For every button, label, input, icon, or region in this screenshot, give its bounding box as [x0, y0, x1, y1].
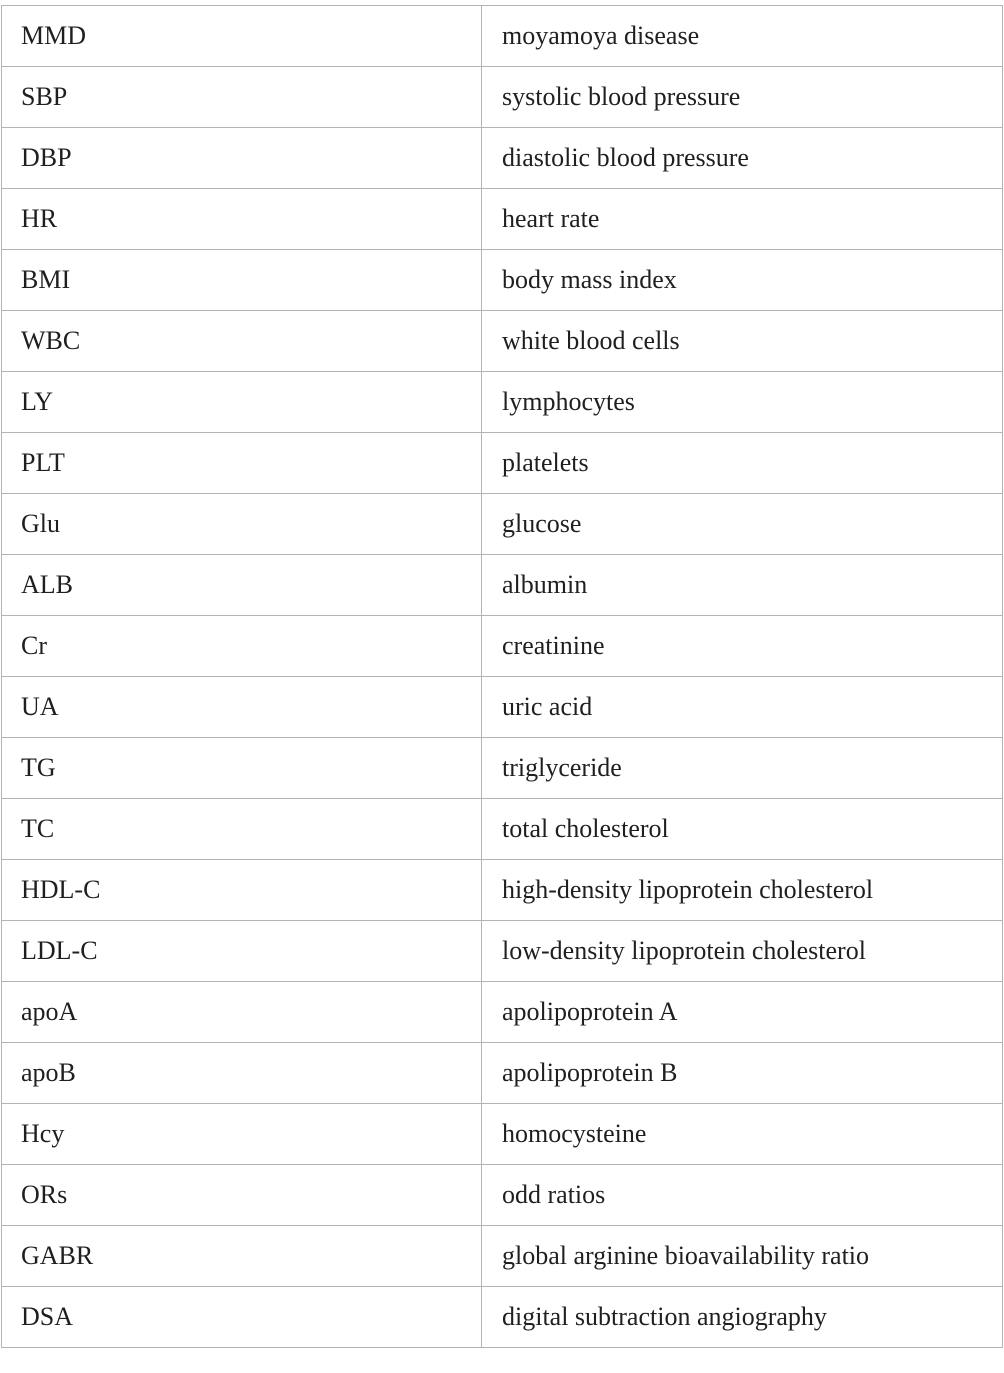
definition-cell: heart rate: [482, 189, 1003, 250]
definition-cell: platelets: [482, 433, 1003, 494]
table-row: [2, 1043, 1003, 1104]
table-row: [2, 799, 1003, 860]
table-row: [2, 67, 1003, 128]
definition-cell: odd ratios: [482, 1165, 1003, 1226]
definition-cell: triglyceride: [482, 738, 1003, 799]
abbreviation-cell: TC: [2, 799, 482, 860]
abbreviation-cell: ALB: [2, 555, 482, 616]
definition-cell: total cholesterol: [482, 799, 1003, 860]
definition-cell: apolipoprotein B: [482, 1043, 1003, 1104]
definition-cell: global arginine bioavailability ratio: [482, 1226, 1003, 1287]
table-row: [2, 250, 1003, 311]
table-row: [2, 677, 1003, 738]
abbreviation-cell: DBP: [2, 128, 482, 189]
abbreviation-cell: LDL-C: [2, 921, 482, 982]
abbreviation-cell: Hcy: [2, 1104, 482, 1165]
definition-cell: diastolic blood pressure: [482, 128, 1003, 189]
abbreviation-cell: HDL-C: [2, 860, 482, 921]
abbreviation-cell: apoA: [2, 982, 482, 1043]
abbreviation-table: [1, 5, 1003, 1348]
definition-cell: systolic blood pressure: [482, 67, 1003, 128]
definition-cell: low-density lipoprotein cholesterol: [482, 921, 1003, 982]
table-row: [2, 6, 1003, 67]
table-row: [2, 433, 1003, 494]
table-row: [2, 738, 1003, 799]
definition-cell: high-density lipoprotein cholesterol: [482, 860, 1003, 921]
abbreviation-cell: ORs: [2, 1165, 482, 1226]
abbreviation-cell: HR: [2, 189, 482, 250]
table-row: [2, 1287, 1003, 1348]
abbreviation-cell: Cr: [2, 616, 482, 677]
definition-cell: body mass index: [482, 250, 1003, 311]
abbreviation-cell: WBC: [2, 311, 482, 372]
table-row: [2, 982, 1003, 1043]
definition-cell: uric acid: [482, 677, 1003, 738]
abbreviation-cell: Glu: [2, 494, 482, 555]
definition-cell: white blood cells: [482, 311, 1003, 372]
definition-cell: glucose: [482, 494, 1003, 555]
definition-cell: moyamoya disease: [482, 6, 1003, 67]
abbreviation-table-body: [2, 6, 1003, 1348]
table-row: [2, 1226, 1003, 1287]
abbreviation-cell: LY: [2, 372, 482, 433]
abbreviation-cell: GABR: [2, 1226, 482, 1287]
abbreviation-cell: UA: [2, 677, 482, 738]
abbreviation-cell: BMI: [2, 250, 482, 311]
table-row: [2, 1165, 1003, 1226]
table-row: [2, 311, 1003, 372]
table-row: [2, 128, 1003, 189]
table-row: [2, 860, 1003, 921]
abbreviation-cell: SBP: [2, 67, 482, 128]
definition-cell: albumin: [482, 555, 1003, 616]
table-row: [2, 189, 1003, 250]
abbreviation-cell: DSA: [2, 1287, 482, 1348]
definition-cell: lymphocytes: [482, 372, 1003, 433]
table-row: [2, 555, 1003, 616]
table-row: [2, 372, 1003, 433]
abbreviation-cell: TG: [2, 738, 482, 799]
definition-cell: digital subtraction angiography: [482, 1287, 1003, 1348]
abbreviation-cell: apoB: [2, 1043, 482, 1104]
table-row: [2, 1104, 1003, 1165]
table-row: [2, 494, 1003, 555]
table-row: [2, 921, 1003, 982]
abbreviation-cell: PLT: [2, 433, 482, 494]
definition-cell: creatinine: [482, 616, 1003, 677]
abbreviation-cell: MMD: [2, 6, 482, 67]
definition-cell: apolipoprotein A: [482, 982, 1003, 1043]
definition-cell: homocysteine: [482, 1104, 1003, 1165]
table-row: [2, 616, 1003, 677]
